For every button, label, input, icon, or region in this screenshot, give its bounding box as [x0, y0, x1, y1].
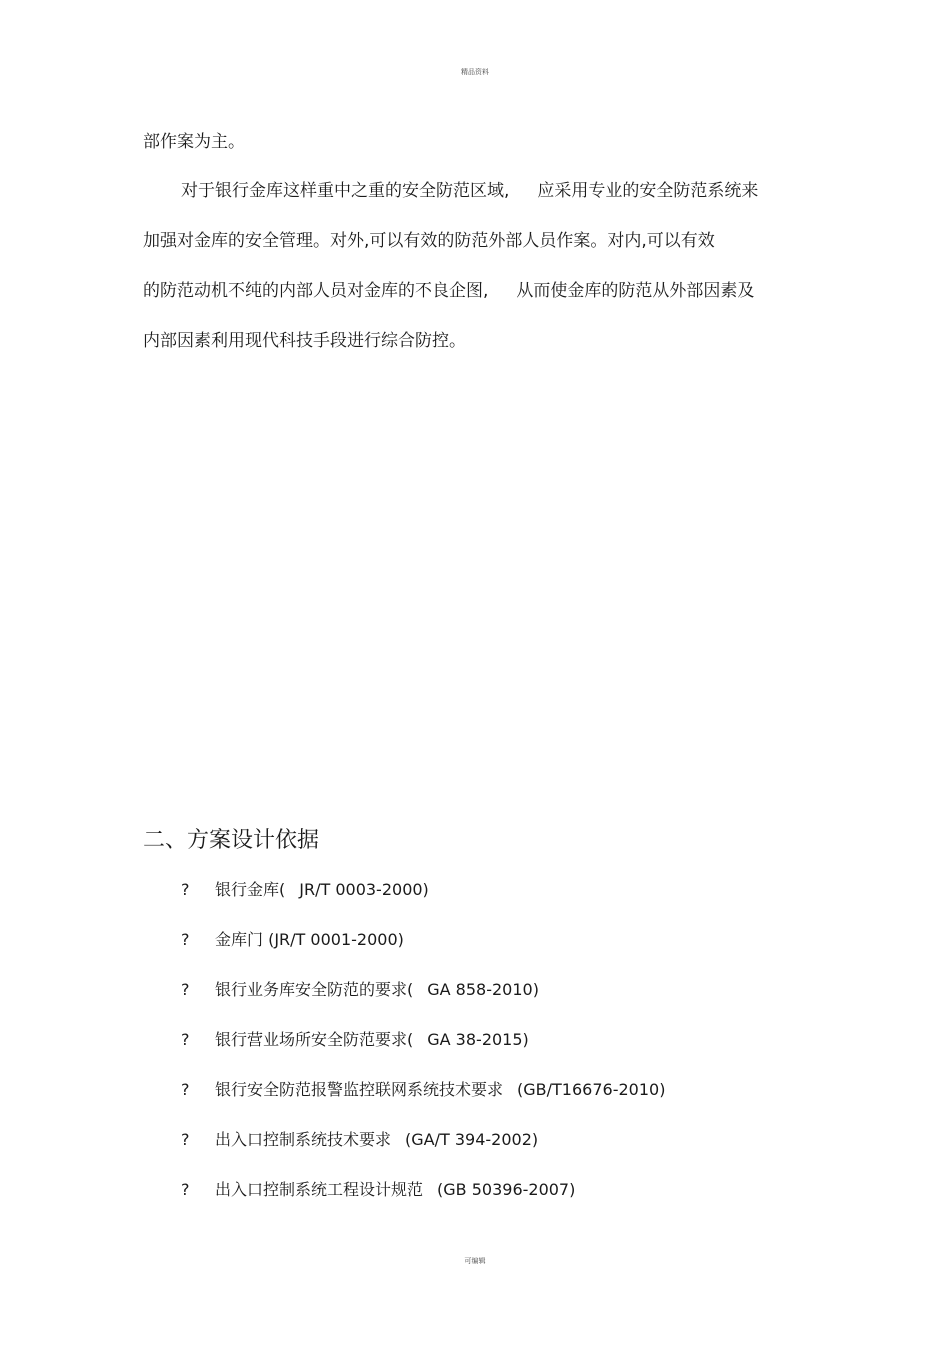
- paragraph-line: [143, 166, 803, 216]
- reference-name: 银行业务库安全防范的要求(: [215, 980, 414, 999]
- paragraph-line: 内部因素利用现代科技手段进行综合防控。: [143, 331, 466, 351]
- reference-item: [0, 1115, 950, 1165]
- reference-code: (GB 50396-2007): [437, 1180, 576, 1199]
- reference-name: 银行安全防范报警监控联网系统技术要求: [215, 1080, 504, 1099]
- page-footer: 可编辑: [464, 1257, 486, 1265]
- reference-name: 出入口控制系统工程设计规范: [215, 1180, 424, 1199]
- reference-name: 银行营业场所安全防范要求(: [215, 1030, 414, 1049]
- page-header: 精品资料: [461, 68, 489, 76]
- reference-item: [0, 1015, 950, 1065]
- reference-name: 金库门 (JR/T 0001-2000): [215, 930, 404, 949]
- bullet-glyph: ?: [181, 880, 190, 899]
- reference-code: (GB/T16676-2010): [517, 1080, 666, 1099]
- bullet-glyph: ?: [181, 1080, 190, 1099]
- bullet-glyph: ?: [181, 1130, 190, 1149]
- reference-item: [0, 1165, 950, 1215]
- bullet-glyph: ?: [181, 930, 190, 949]
- reference-name: 出入口控制系统技术要求: [215, 1130, 392, 1149]
- paragraph-line-segment: 对于银行金库这样重中之重的安全防范区域,: [181, 181, 510, 201]
- reference-text: [215, 865, 429, 915]
- reference-text: [215, 965, 539, 1015]
- reference-text: [215, 1165, 575, 1215]
- reference-item: [0, 915, 950, 965]
- reference-code: GA 858-2010): [427, 980, 539, 999]
- paragraph-line: [143, 266, 803, 316]
- bullet-glyph: ?: [181, 1180, 190, 1199]
- reference-code: JR/T 0003-2000): [299, 880, 429, 899]
- reference-code: (GA/T 394-2002): [405, 1130, 539, 1149]
- paragraph-line-segment: 的防范动机不纯的内部人员对金库的不良企图,: [143, 281, 489, 301]
- reference-text: [215, 1065, 665, 1115]
- paragraph-continuation: 部作案为主。: [143, 132, 245, 152]
- reference-item: [0, 865, 950, 915]
- reference-item: [0, 1065, 950, 1115]
- reference-list: [0, 865, 950, 1215]
- reference-text: [215, 915, 418, 965]
- reference-code: GA 38-2015): [427, 1030, 529, 1049]
- paragraph-line-segment: 从而使金库的防范从外部因素及: [516, 281, 755, 301]
- paragraph-line: 加强对金库的安全管理。对外,可以有效的防范外部人员作案。对内,可以有效: [143, 231, 715, 251]
- reference-text: [215, 1015, 529, 1065]
- bullet-glyph: ?: [181, 1030, 190, 1049]
- reference-name: 银行金库(: [215, 880, 286, 899]
- reference-item: [0, 965, 950, 1015]
- bullet-glyph: ?: [181, 980, 190, 999]
- paragraph-line-segment: 应采用专业的安全防范系统来: [537, 181, 759, 201]
- reference-text: [215, 1115, 538, 1165]
- section-heading: 二、方案设计依据: [143, 828, 320, 853]
- paragraph-vault-security: [143, 166, 803, 366]
